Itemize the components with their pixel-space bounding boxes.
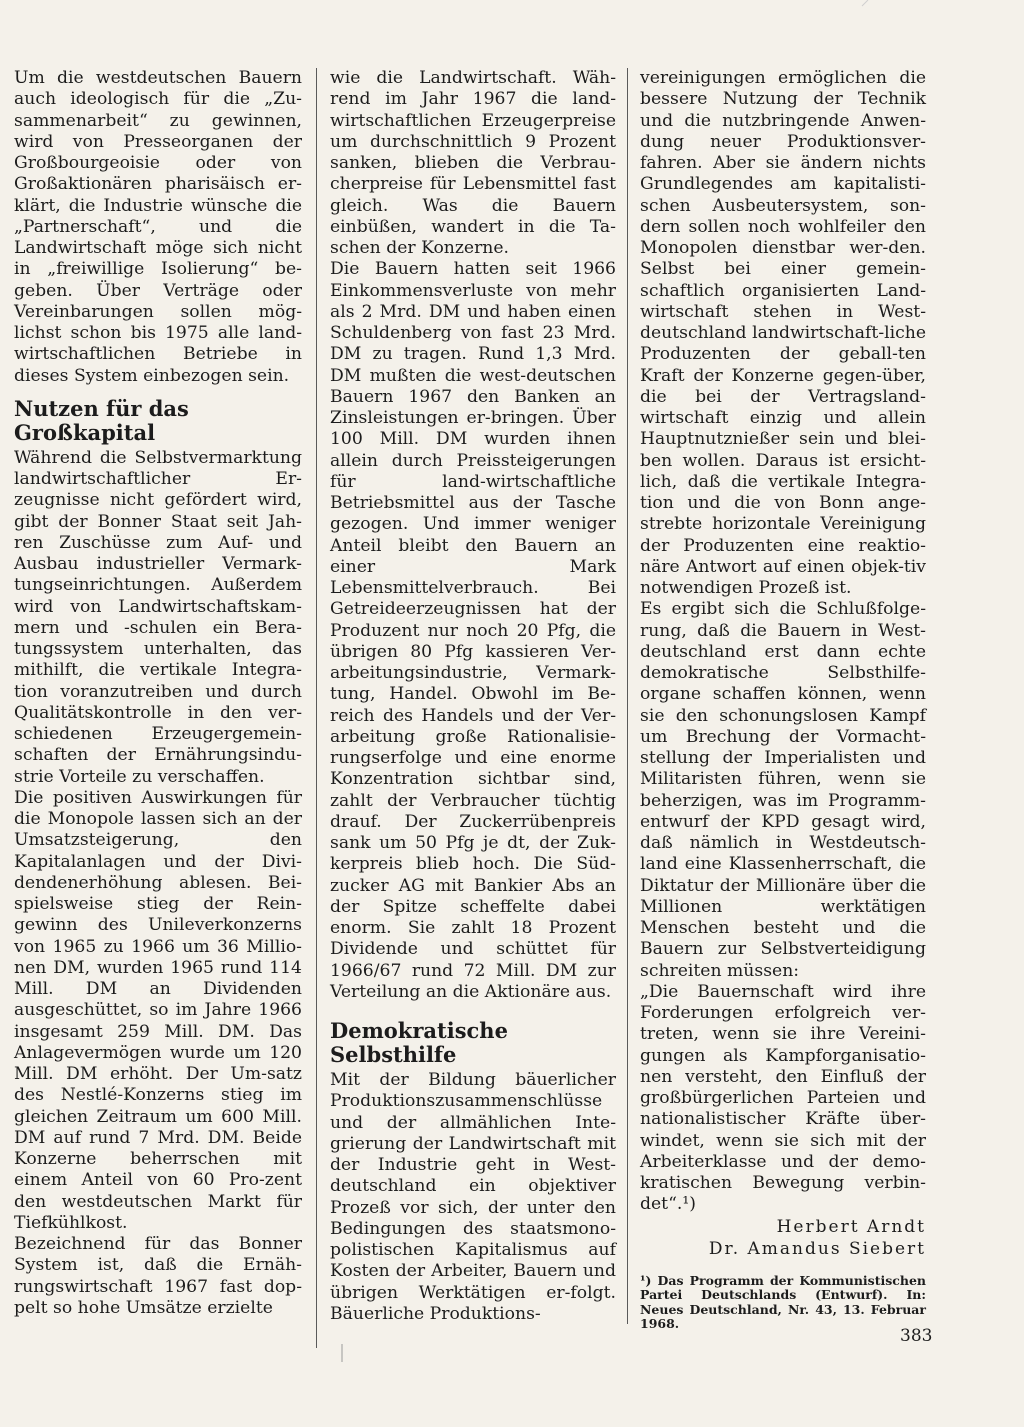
page-number: 383: [900, 1326, 933, 1346]
paragraph: Bezeichnend für das Bonner System ist, daß die Ernäh-rungswirtschaft 1967 fast dop-pelt so hohe Umsätze erzielte: [14, 1234, 302, 1318]
scan-speck: [862, 0, 868, 6]
paragraph: Es ergibt sich die Schlußfolge-rung, daß die Bauern in West-deutschland erst dann echte demokratische Selbsthilfe-organe schaffen können, wenn sie den schonungslosen Kampf um Brechung der Vormacht-stellung der Imperialisten und Militaristen führen, wenn sie beherzigen, was im Programm-entwurf der KPD gesagt wird, daß nämlich in Westdeutsch-land eine Klassenherrschaft, die Diktatur der Millionäre über die Millionen werktätigen Menschen besteht und die Bauern zur Selbstverteidigung schreiten müssen:: [640, 599, 926, 981]
paragraph: wie die Landwirtschaft. Wäh-rend im Jahr 1967 die land-wirtschaftlichen Erzeugerpreise um durchschnittlich 9 Prozent sanken, blieben die Verbrau-cherpreise für Lebensmittel fast gleich. Was die Bauern einbüßen, wandert in die Ta-schen der Konzerne.: [330, 68, 616, 258]
section-heading-selbsthilfe: Demokratische Selbsthilfe: [330, 1018, 508, 1067]
paragraph: Die Bauern hatten seit 1966 Einkommensverluste von mehr als 2 Mrd. DM und haben einen Schuldenberg von fast 23 Mrd. DM zu tragen. Rund 1,3 Mrd. DM mußten die west-deutschen Bauern 1967 den Banken an Zinsleistungen er-bringen. Über 100 Mill. DM wurden ihnen allein durch Preissteigerungen für land-wirtschaftliche Betriebsmittel aus der Tasche gezogen. Und immer weniger Anteil bleibt den Bauern an einer Mark Lebensmittelverbrauch. Bei Getreideerzeugnissen hat der Produzent nur noch 20 Pfg, die übrigen 80 Pfg kassieren Ver-arbeitungsindustrie, Vermark-tung, Handel. Obwohl im Be-reich des Handels und der Ver-arbeitung große Rationalisie-rungserfolge und eine enorme Konzentration sichtbar sind, zahlt der Verbraucher tüchtig drauf. Der Zuckerrübenpreis sank um 50 Pfg je dt, der Zuk-kerpreis blieb hoch. Die Süd-zucker AG mit Bankier Abs an der Spitze scheffelte dabei enorm. Sie zahlt 18 Prozent Dividende und schüttet für 1966/67 rund 72 Mill. DM zur Verteilung an die Aktionäre aus.: [330, 259, 616, 1002]
paragraph: Die positiven Auswirkungen für die Monopole lassen sich an der Umsatzsteigerung, den Kapitalanlagen und der Divi-dendenerhöhung ablesen. Bei-spielsweise stieg der Rein-gewinn des Unileverkonzerns von 1965 zu 1966 um 36 Millio-nen DM, wurden 1965 rund 114 Mill. DM an Dividenden ausgeschüttet, so im Jahre 1966 insgesamt 259 Mill. DM. Das Anlagevermögen wurde um 120 Mill. DM erhöht. Der Um-satz des Nestlé-Konzerns stieg im gleichen Zeitraum um 600 Mill. DM auf rund 7 Mrd. DM. Beide Konzerne beherrschen mit einem Anteil von 60 Pro-zent den westdeutschen Markt für Tiefkühlkost.: [14, 787, 302, 1233]
quotation: „Die Bauernschaft wird ihre Forderungen erfolgreich ver-treten, wenn sie ihre Vereini-gungen als Kampforganisatio-nen versteht, den Einfluß der großbürgerlichen Parteien und nationalistischer Kräfte über-windet, wenn sie sich mit der Arbeiterklasse und der demo-kratischen Bewegung verbin-det“.¹): [640, 981, 926, 1215]
author-name: Herbert Arndt: [776, 1216, 926, 1237]
paragraph: Um die westdeutschen Bauern auch ideologisch für die „Zu-sammenarbeit“ zu gewinnen, wird von Presseorganen der Großbourgeoisie oder von Großaktionären pharisäisch er-klärt, die Industrie wünsche die „Partnerschaft“, und die Landwirtschaft möge sich nicht in „freiwillige Isolierung“ be-geben. Über Verträge oder Vereinbarungen sollen mög-lichst schon bis 1975 alle land-wirtschaftlichen Betriebe in dieses System einbezogen sein.: [14, 68, 302, 386]
paragraph: vereinigungen ermöglichen die bessere Nutzung der Technik und die nutzbringende Anwen-dung neuer Produktionsver-fahren. Aber sie ändern nichts Grundlegendes am kapitalisti-schen Ausbeutersystem, son-dern sollen noch wohlfeiler den Monopolen dienstbar wer-den. Selbst bei einer gemein-schaftlich organisierten Land-wirtschaft stehen in West-deutschland landwirtschaft-liche Produzenten der geball-ten Kraft der Konzerne gegen-über, die bei der Vertragsland-wirtschaft einzig und allein Hauptnutznießer sein und blei-ben wollen. Daraus ist ersicht-lich, daß die vertikale Integra-tion und die von Bonn ange-strebte horizontale Vereinigung der Produzenten eine reaktio-näre Antwort auf einen objek-tiv notwendigen Prozeß ist.: [640, 68, 926, 598]
author-name: Dr. Amandus Siebert: [708, 1238, 926, 1259]
section-heading-nutzen: Nutzen für das Großkapital: [14, 395, 189, 445]
paragraph: Während die Selbstvermarktung landwirtschaftlicher Er-zeugnisse nicht gefördert wird, gibt der Bonner Staat seit Jah-ren Zuschüsse zum Auf- und Ausbau industrieller Vermark-tungseinrichtungen. Außerdem wird von Landwirtschaftskam-mern und -schulen ein Bera-tungssystem unterhalten, das mithilft, die vertikale Integra-tion voranzutreiben und durch Qualitätskontrolle in den ver-schiedenen Erzeugergemein-schaften der Ernährungsindu-strie Vorteile zu verschaffen.: [14, 447, 302, 787]
footnote: ¹) Das Programm der Kommunistischen Partei Deutschlands (Entwurf). In: Neues Deutschland, Nr. 43, 13. Februar 1968.: [640, 1272, 926, 1331]
paragraph: Mit der Bildung bäuerlicher Produktionszusammenschlüsse und der allmählichen Inte-grierung der Landwirtschaft mit der Industrie geht in West-deutschland ein objektiver Prozeß vor sich, der unter den Bedingungen des staatsmono-polistischen Kapitalismus auf Kosten der Arbeiter, Bauern und übrigen Werktätigen er-folgt. Bäuerliche Produktions-: [330, 1070, 616, 1324]
